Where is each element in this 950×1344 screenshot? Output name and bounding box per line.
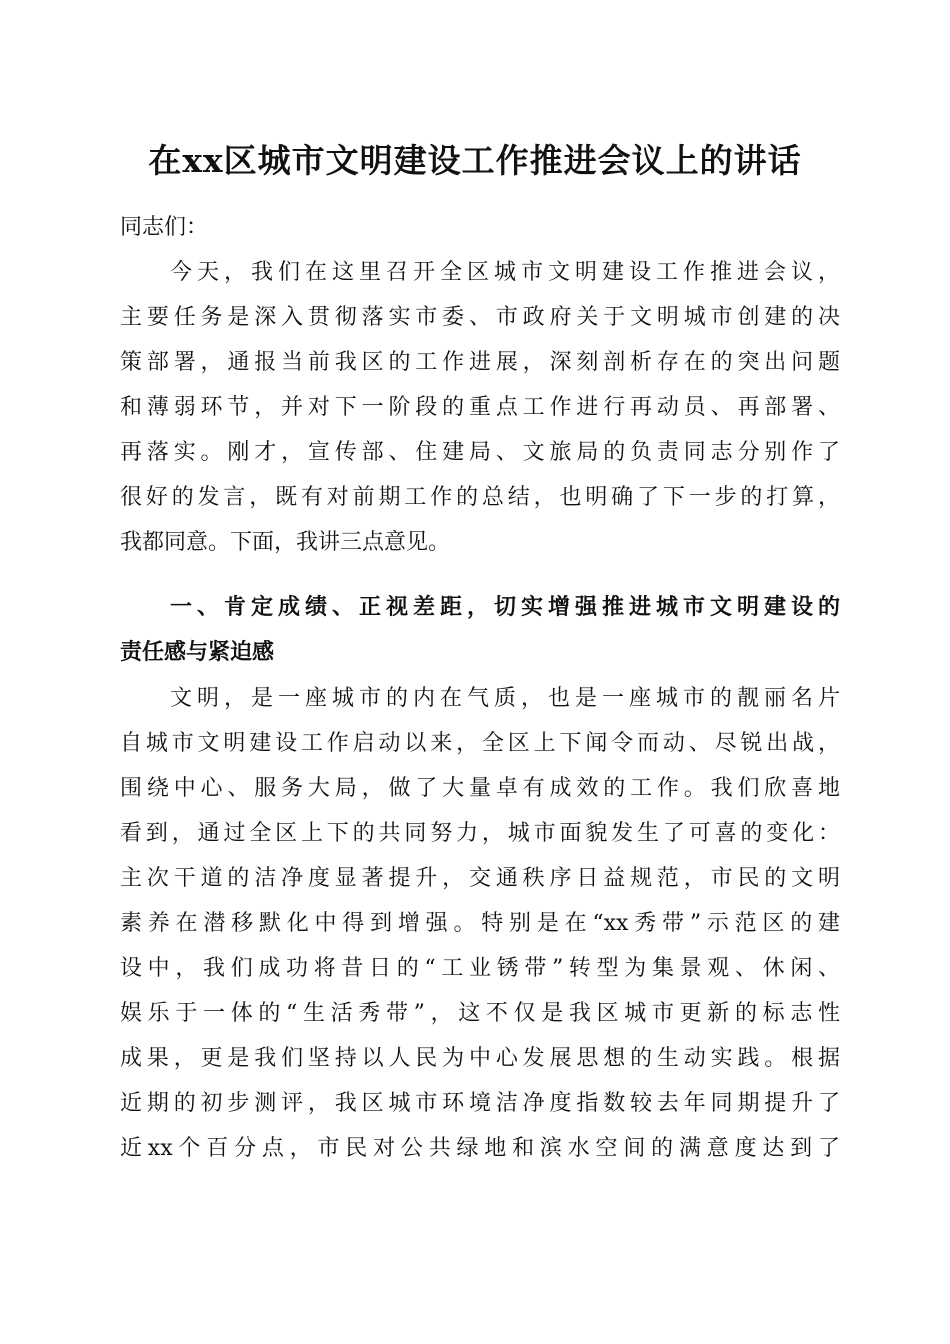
- paragraph-line: 很好的发言，既有对前期工作的总结，也明确了下一步的打算，: [120, 485, 840, 510]
- paragraph-line: 娱乐于一体的“生活秀带”，这不仅是我区城市更新的标志性: [120, 1001, 840, 1026]
- paragraph-line: 主次干道的洁净度显著提升，交通秩序日益规范，市民的文明: [120, 866, 840, 891]
- paragraph-line: 成果，更是我们坚持以人民为中心发展思想的生动实践。根据: [120, 1046, 840, 1071]
- paragraph-line: 文明，是一座城市的内在气质，也是一座城市的靓丽名片: [170, 686, 840, 711]
- paragraph-line: 和薄弱环节，并对下一阶段的重点工作进行再动员、再部署、: [120, 395, 840, 420]
- paragraph-line: 我都同意。下面，我讲三点意见。: [120, 530, 451, 555]
- paragraph-line: 自城市文明建设工作启动以来，全区上下闻令而动、尽锐出战，: [120, 731, 840, 756]
- paragraph-line: 策部署，通报当前我区的工作进展，深刻剖析存在的突出问题: [120, 350, 840, 375]
- document-title: 在xx区城市文明建设工作推进会议上的讲话: [148, 141, 802, 180]
- salutation: 同志们：: [120, 215, 209, 240]
- paragraph-line: 主要任务是深入贯彻落实市委、市政府关于文明城市创建的决: [120, 305, 840, 330]
- paragraph-line: 近期的初步测评，我区城市环境洁净度指数较去年同期提升了: [120, 1091, 840, 1116]
- section-heading: 一、肯定成绩、正视差距，切实增强推进城市文明建设的: [170, 595, 840, 620]
- paragraph-line: 近xx个百分点，市民对公共绿地和滨水空间的满意度达到了: [120, 1136, 840, 1161]
- paragraph-line: 围绕中心、服务大局，做了大量卓有成效的工作。我们欣喜地: [120, 776, 840, 801]
- paragraph-line: 看到，通过全区上下的共同努力，城市面貌发生了可喜的变化：: [120, 821, 840, 846]
- section-heading: 责任感与紧迫感: [120, 640, 275, 665]
- paragraph-line: 再落实。刚才，宣传部、住建局、文旅局的负责同志分别作了: [120, 440, 840, 465]
- paragraph-line: 设中，我们成功将昔日的“工业锈带”转型为集景观、休闲、: [120, 956, 840, 981]
- paragraph-line: 今天，我们在这里召开全区城市文明建设工作推进会议，: [170, 260, 840, 285]
- paragraph-line: 素养在潜移默化中得到增强。特别是在“xx秀带”示范区的建: [120, 911, 840, 936]
